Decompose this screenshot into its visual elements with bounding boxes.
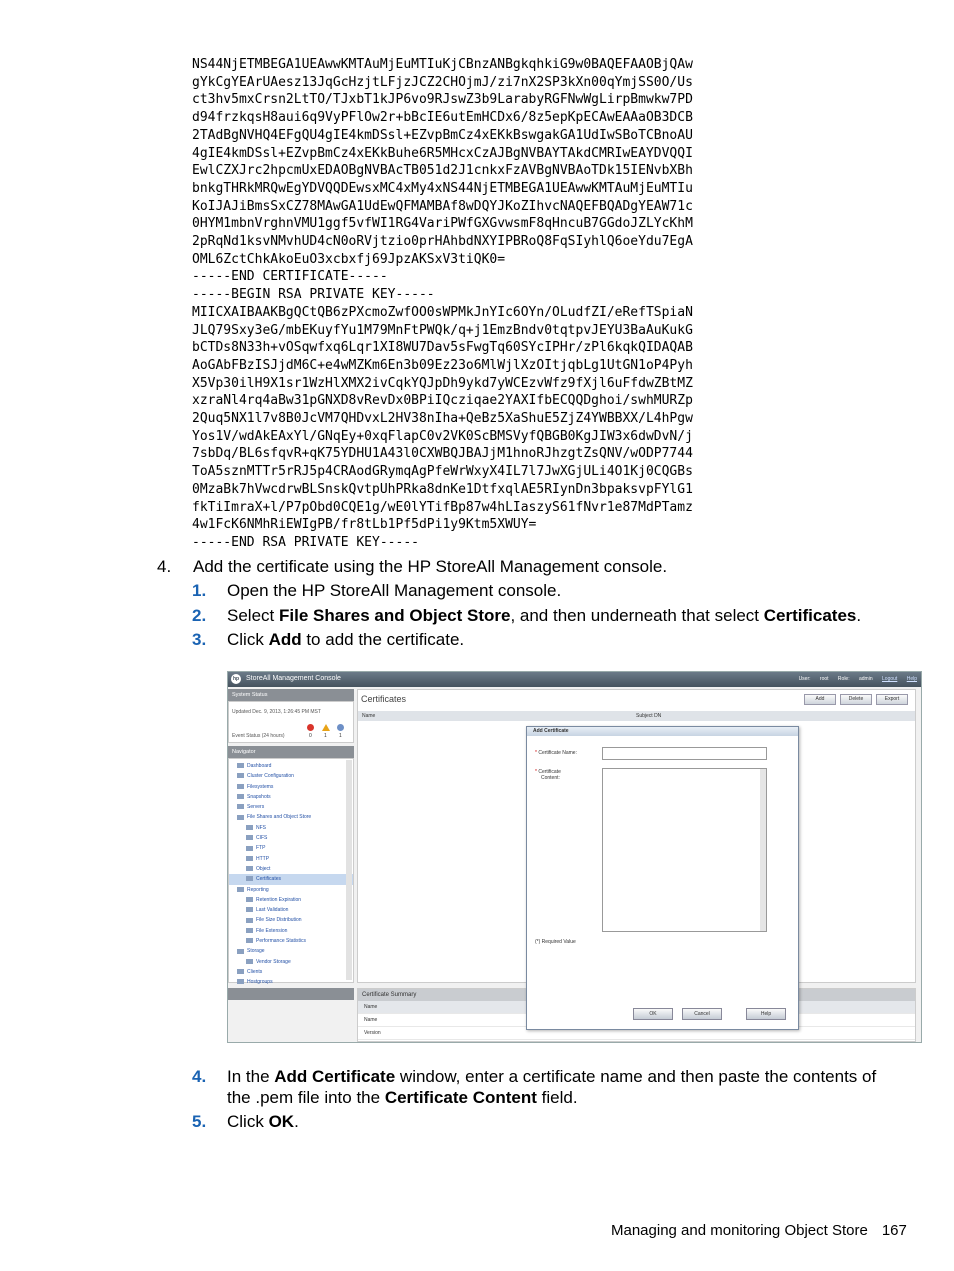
code-line: d94frzkqsH8aui6q9VyPFlOw2r+bBcIE6utEmHCDx6/8z5epKpECAwEAAaOB3DCB [192,110,693,126]
user-label: User: [798,676,811,682]
code-line: fkTiImraX+l/P7pObd0CQE1g/wE0lYTifBp87w4hLIaszyS61fNvr1e87MdPTamz [192,499,693,515]
substep-text-part: , and then underneath that select [510,605,764,625]
nav-item[interactable] [229,761,353,771]
certificate-name-label-text: Certificate Name: [538,750,577,756]
console-user-meta [791,676,917,682]
substep-number: 3. [192,630,207,649]
add-certificate-dialog [526,726,799,1030]
nav-item-label: Object [256,865,271,872]
folder-icon [246,918,253,923]
certificate-content-textarea[interactable] [602,768,767,932]
critical-icon [307,724,314,731]
folder-icon [237,969,244,974]
required-marker: * [535,769,537,775]
code-line: -----BEGIN RSA PRIVATE KEY----- [192,287,435,303]
dialog-title: Add Certificate [527,727,798,736]
export-button[interactable]: Export [876,694,908,705]
page-number: 167 [881,1222,907,1239]
substep-text-part: Click [227,1112,269,1131]
nav-item[interactable] [229,792,353,802]
code-line: bnkgTHRkMRQwEgYDVQQDEwsxMC4xMy4xNS44NjETMBEGA1UEAwwKMTAuMjEuMTIu [192,180,693,196]
folder-icon [246,825,253,830]
nav-item[interactable] [229,874,353,884]
nav-item-label: FTP [256,845,266,852]
nav-item[interactable] [229,854,353,864]
nav-item-label: File Shares and Object Store [247,814,312,821]
code-line: xzraNl4rq4aBw31pGNXD8vRevDx0BPiIQcziqae2YAXIfbECQQDghoi/swhMURZp [192,393,693,409]
nav-item[interactable] [229,946,353,956]
nav-item[interactable] [229,895,353,905]
hp-logo-icon: hp [232,676,240,682]
nav-item-label: HTTP [256,855,270,862]
step-number: 4. [157,557,172,576]
substep-text [227,606,861,625]
role-value: admin [859,676,873,682]
info-icon [337,724,344,731]
nav-item[interactable] [229,823,353,833]
nav-item[interactable] [229,915,353,925]
nav-item-label: Last Validation [256,907,289,914]
add-button[interactable]: Add [804,694,836,705]
folder-icon [237,887,244,892]
page-footer [611,1222,907,1239]
folder-icon [246,928,253,933]
help-button[interactable]: Help [746,1008,786,1020]
warning-icon [322,724,330,731]
substep-text-part: field. [536,1088,578,1107]
nav-item-label: Snapshots [247,793,271,800]
nav-item[interactable] [229,782,353,792]
substep-number: 5. [192,1112,207,1131]
role-label: Role: [837,676,850,682]
console-screenshot [227,671,922,1043]
column-name[interactable]: Name [362,713,376,719]
substep-text-part: Select [227,605,279,625]
substep-text-part: window, enter a certificate name and then paste the contents of the .pem file into the [227,1067,877,1107]
ui-term: OK [268,1112,295,1131]
code-line: 0MzaBk7hVwcdrwBLSnskQvtpUhPRka8dnKe1DtfxqlAE5RIynDn3bpaksvpFYlG1 [192,481,693,497]
code-line: -----END RSA PRIVATE KEY----- [192,534,419,550]
summary-row-name: Name [358,1014,915,1027]
ui-term: File Shares and Object Store [278,605,511,625]
code-line: EwlCZXJrc2hpcmUxEDAOBgNVBAcTB051d2J1cnkxFzAVBgNVBAoTDk15IENvbXBh [192,163,693,179]
nav-item-label: Reporting [247,886,269,893]
updated-text: Updated Dec. 9, 2013, 1:26:45 PM MST [232,709,321,715]
nav-item[interactable] [229,864,353,874]
console-title-bar [228,672,921,687]
code-line: X5Vp30ilH9X1sr1WzHlXMX2ivCqkYQJpDh9ykd7yWCEzvWfz9fXjl6uFfdwZBtMZ [192,375,693,391]
nav-item[interactable] [229,967,353,977]
folder-icon [237,949,244,954]
substep-item [192,581,861,606]
help-link[interactable]: Help [906,676,917,682]
nav-item[interactable] [229,802,353,812]
nav-item[interactable] [229,812,353,822]
footer-section-title: Managing and monitoring Object Store [611,1222,868,1239]
nav-item-label: Retention Expiration [256,896,302,903]
substep-text-part: . [856,605,862,625]
info-count: 1 [339,733,342,739]
nav-item[interactable] [229,957,353,967]
nav-item-label: NFS [256,824,266,831]
folder-icon [237,763,244,768]
user-value: root [819,676,829,682]
code-line: gYkCgYEArUAesz13JqGcHzjtLFjzJCZ2CHOjmJ/zi7nX2SP3kXn00qYmjSS0O/Us [192,74,693,90]
code-line: Yos1V/wdAkEAxYl/GNqEy+0xqFlapC0v2VK0ScBMSVyfQBGB0KgJIW3x6dwDvN/j [192,428,693,444]
folder-icon [237,773,244,778]
folder-icon [237,794,244,799]
folder-icon [237,979,244,984]
code-line: AoGAbFBzISJjdM6C+e4wMZKm6En3b09Ez23o6MlWjlXzOItjqbLg1UtGN1oP4Pyh [192,357,693,373]
code-line: 0HYM1mbnVrghnVMU1ggf5vfWI1RG4VariPWfGXGvwsmF8qHncuB7GGdoJZLYcKhM [192,216,693,232]
folder-icon [246,938,253,943]
substep-number: 1. [192,581,207,600]
left-bottom-header [228,988,354,1000]
folder-icon [246,846,253,851]
nav-item[interactable] [229,833,353,843]
ui-term: Add [268,630,302,649]
system-status-panel [228,701,354,743]
summary-column-header: Name [358,1001,915,1014]
nav-item[interactable] [229,885,353,895]
substep-text-part: . [294,1112,299,1131]
folder-icon [237,784,244,789]
certificates-column-header [358,711,915,721]
code-line: 4w1FcK6NMhRiEWIgPB/fr8tLb1Pf5dPi1y9Ktm5XWUY= [192,517,537,533]
nav-item[interactable] [229,977,353,987]
code-line: 7sbDq/BL6sfqvR+qK75YDHU1A43l0CXWBQJBAJjM1hnoRJhzgtZsQNV/wODP7744 [192,446,693,462]
substep-text-part: Open the HP StoreAll Management console. [227,581,562,600]
folder-icon [237,804,244,809]
substep-text [227,1066,902,1108]
nav-item[interactable] [229,905,353,915]
substep-text-part: In the [227,1067,275,1086]
nav-item-label: File Size Distribution [256,917,302,924]
folder-icon [246,907,253,912]
nav-item[interactable] [229,771,353,781]
ui-term: Add Certificate [274,1067,396,1086]
nav-item-label: Hostgroups [247,979,273,986]
nav-item-label: Performance Statistics [256,938,307,945]
code-line: 2TAdBgNVHQ4EFgQU4gIE4kmDSsl+EZvpBmCz4xEKkBswgakGA1UdIwSBoTCBnoAU [192,127,693,143]
nav-item-label: Certificates [256,876,282,883]
substeps-list-b [192,1066,902,1135]
navigator-scrollbar[interactable] [346,760,352,980]
substep-item [192,1066,902,1108]
folder-icon [246,866,253,871]
required-marker: * [535,750,537,756]
substep-item [192,1111,902,1132]
certificate-name-input[interactable] [602,747,767,760]
event-status-label: Event Status (24 hours) [232,733,285,739]
nav-item-label: Storage [247,948,265,955]
textarea-scrollbar[interactable] [760,769,766,931]
code-line: NS44NjETMBEGA1UEAwwKMTAuMjEuMTIuKjCBnzANBgkqhkiG9w0BAQEFAAOBjQAw [192,57,693,72]
folder-icon [246,856,253,861]
code-line: bCTDs8N33h+vOSqwfxq6Lqr1XI8WU7Dav5sFwgTq60SYcIPHr/zPl6kqkQIDAQAB [192,340,693,356]
step-4 [157,557,667,577]
folder-icon [246,897,253,902]
certificate-content-label [535,769,561,781]
certificate-content-label-line1: Certificate [538,769,561,775]
certificates-title: Certificates [361,694,407,704]
nav-item-label: Filesystems [247,783,274,790]
substep-text [227,1111,299,1132]
nav-item-label: Cluster Configuration [247,773,294,780]
substep-text [227,630,464,649]
nav-item[interactable] [229,843,353,853]
code-line: ToA5sznMTTr5rRJ5p4CRAodGRymqAgPfeWrWxyX4IL7l7JwXGjULi4O1Kj0CQGBs [192,464,693,480]
nav-item-label: Clients [247,968,263,975]
system-status-header: System Status [228,689,354,701]
summary-row-version: Version [358,1027,915,1040]
substep-item [192,630,861,655]
code-line: JLQ79Sxy3eG/mbEKuyfYu1M79MnFtPWQk/q+j1EmzBndv0tqtpvJEYU3BaAuKukG [192,322,693,338]
console-app-title: StoreAll Management Console [246,675,341,682]
substep-number: 2. [192,605,207,625]
navigator-header: Navigator [228,746,354,758]
folder-icon [246,959,253,964]
column-subject-dn[interactable]: Subject DN [636,713,662,719]
certificate-content-label-line2: Content: [541,775,560,781]
certificate-summary-title: Certificate Summary [358,989,915,1001]
substep-item [192,606,861,631]
navigator-tree [228,758,354,986]
code-line: OML6ZctChkAkoEuO3xcbxfj69JpzAKSxV3tiQK0= [192,251,506,267]
substep-text [227,581,561,600]
certificate-name-label [535,750,577,756]
step-text: Add the certificate using the HP StoreAll Management console. [193,557,668,576]
cancel-button[interactable]: Cancel [682,1008,722,1020]
ui-term: Certificate Content [384,1088,537,1107]
warning-count: 1 [324,733,327,739]
nav-item-label: CIFS [256,835,268,842]
folder-icon [237,815,244,820]
substeps-list-a [192,581,861,655]
nav-item-label: Vendor Storage [256,958,291,965]
nav-item[interactable] [229,926,353,936]
nav-item[interactable] [229,936,353,946]
substep-number: 4. [192,1067,207,1086]
folder-icon [246,876,253,881]
code-line: ct3hv5mxCrsn2LtTO/TJxbT1kJP6vo9RJswZ3b9LarabyRGFNwWgLirpBmwkw7PD [192,92,693,108]
code-line: -----END CERTIFICATE----- [192,269,388,285]
substep-text-part: Click [227,630,269,649]
logout-link[interactable]: Logout [882,676,898,682]
ok-button[interactable]: OK [633,1008,673,1020]
certificate-code-block [192,56,822,552]
critical-count: 0 [309,733,312,739]
required-value-note: (*) Required Value [535,939,576,945]
nav-item-label: Servers [247,804,265,811]
substep-text-part: to add the certificate. [301,630,465,649]
delete-button[interactable]: Delete [840,694,872,705]
code-line: MIICXAIBAAKBgQCtQB6zPXcmoZwfOO0sWPMkJnYIc6OYn/OLudfZI/eRefTSpiaN [192,304,693,320]
code-line: 2Quq5NX1l7v8B0JcVM7QHDvxL2HV38nIha+QeBz5XaShuE5ZjZ4YWBBXX/L4hPgw [192,411,693,427]
code-line: 4gIE4kmDSsl+EZvpBmCz4xEKkBuhe6R5MHcxCzAJBgNVBAYTAkdCMRIwEAYDVQQI [192,145,693,161]
folder-icon [246,835,253,840]
ui-term: Certificates [763,605,857,625]
code-line: KoIJAJiBmsSxCZ78MAwGA1UdEwQFMAMBAf8wDQYJKoZIhvcNAQEFBQADgYEAW71c [192,198,693,214]
nav-item-label: File Extension [256,927,288,934]
code-line: 2pRqNd1ksvNMvhUD4cN0oRVjtzio0prHAhbdNXYIPBRoQ8FqSIyhlQ6oeYdu7EgA [192,234,693,250]
nav-item-label: Dashboard [247,763,272,769]
